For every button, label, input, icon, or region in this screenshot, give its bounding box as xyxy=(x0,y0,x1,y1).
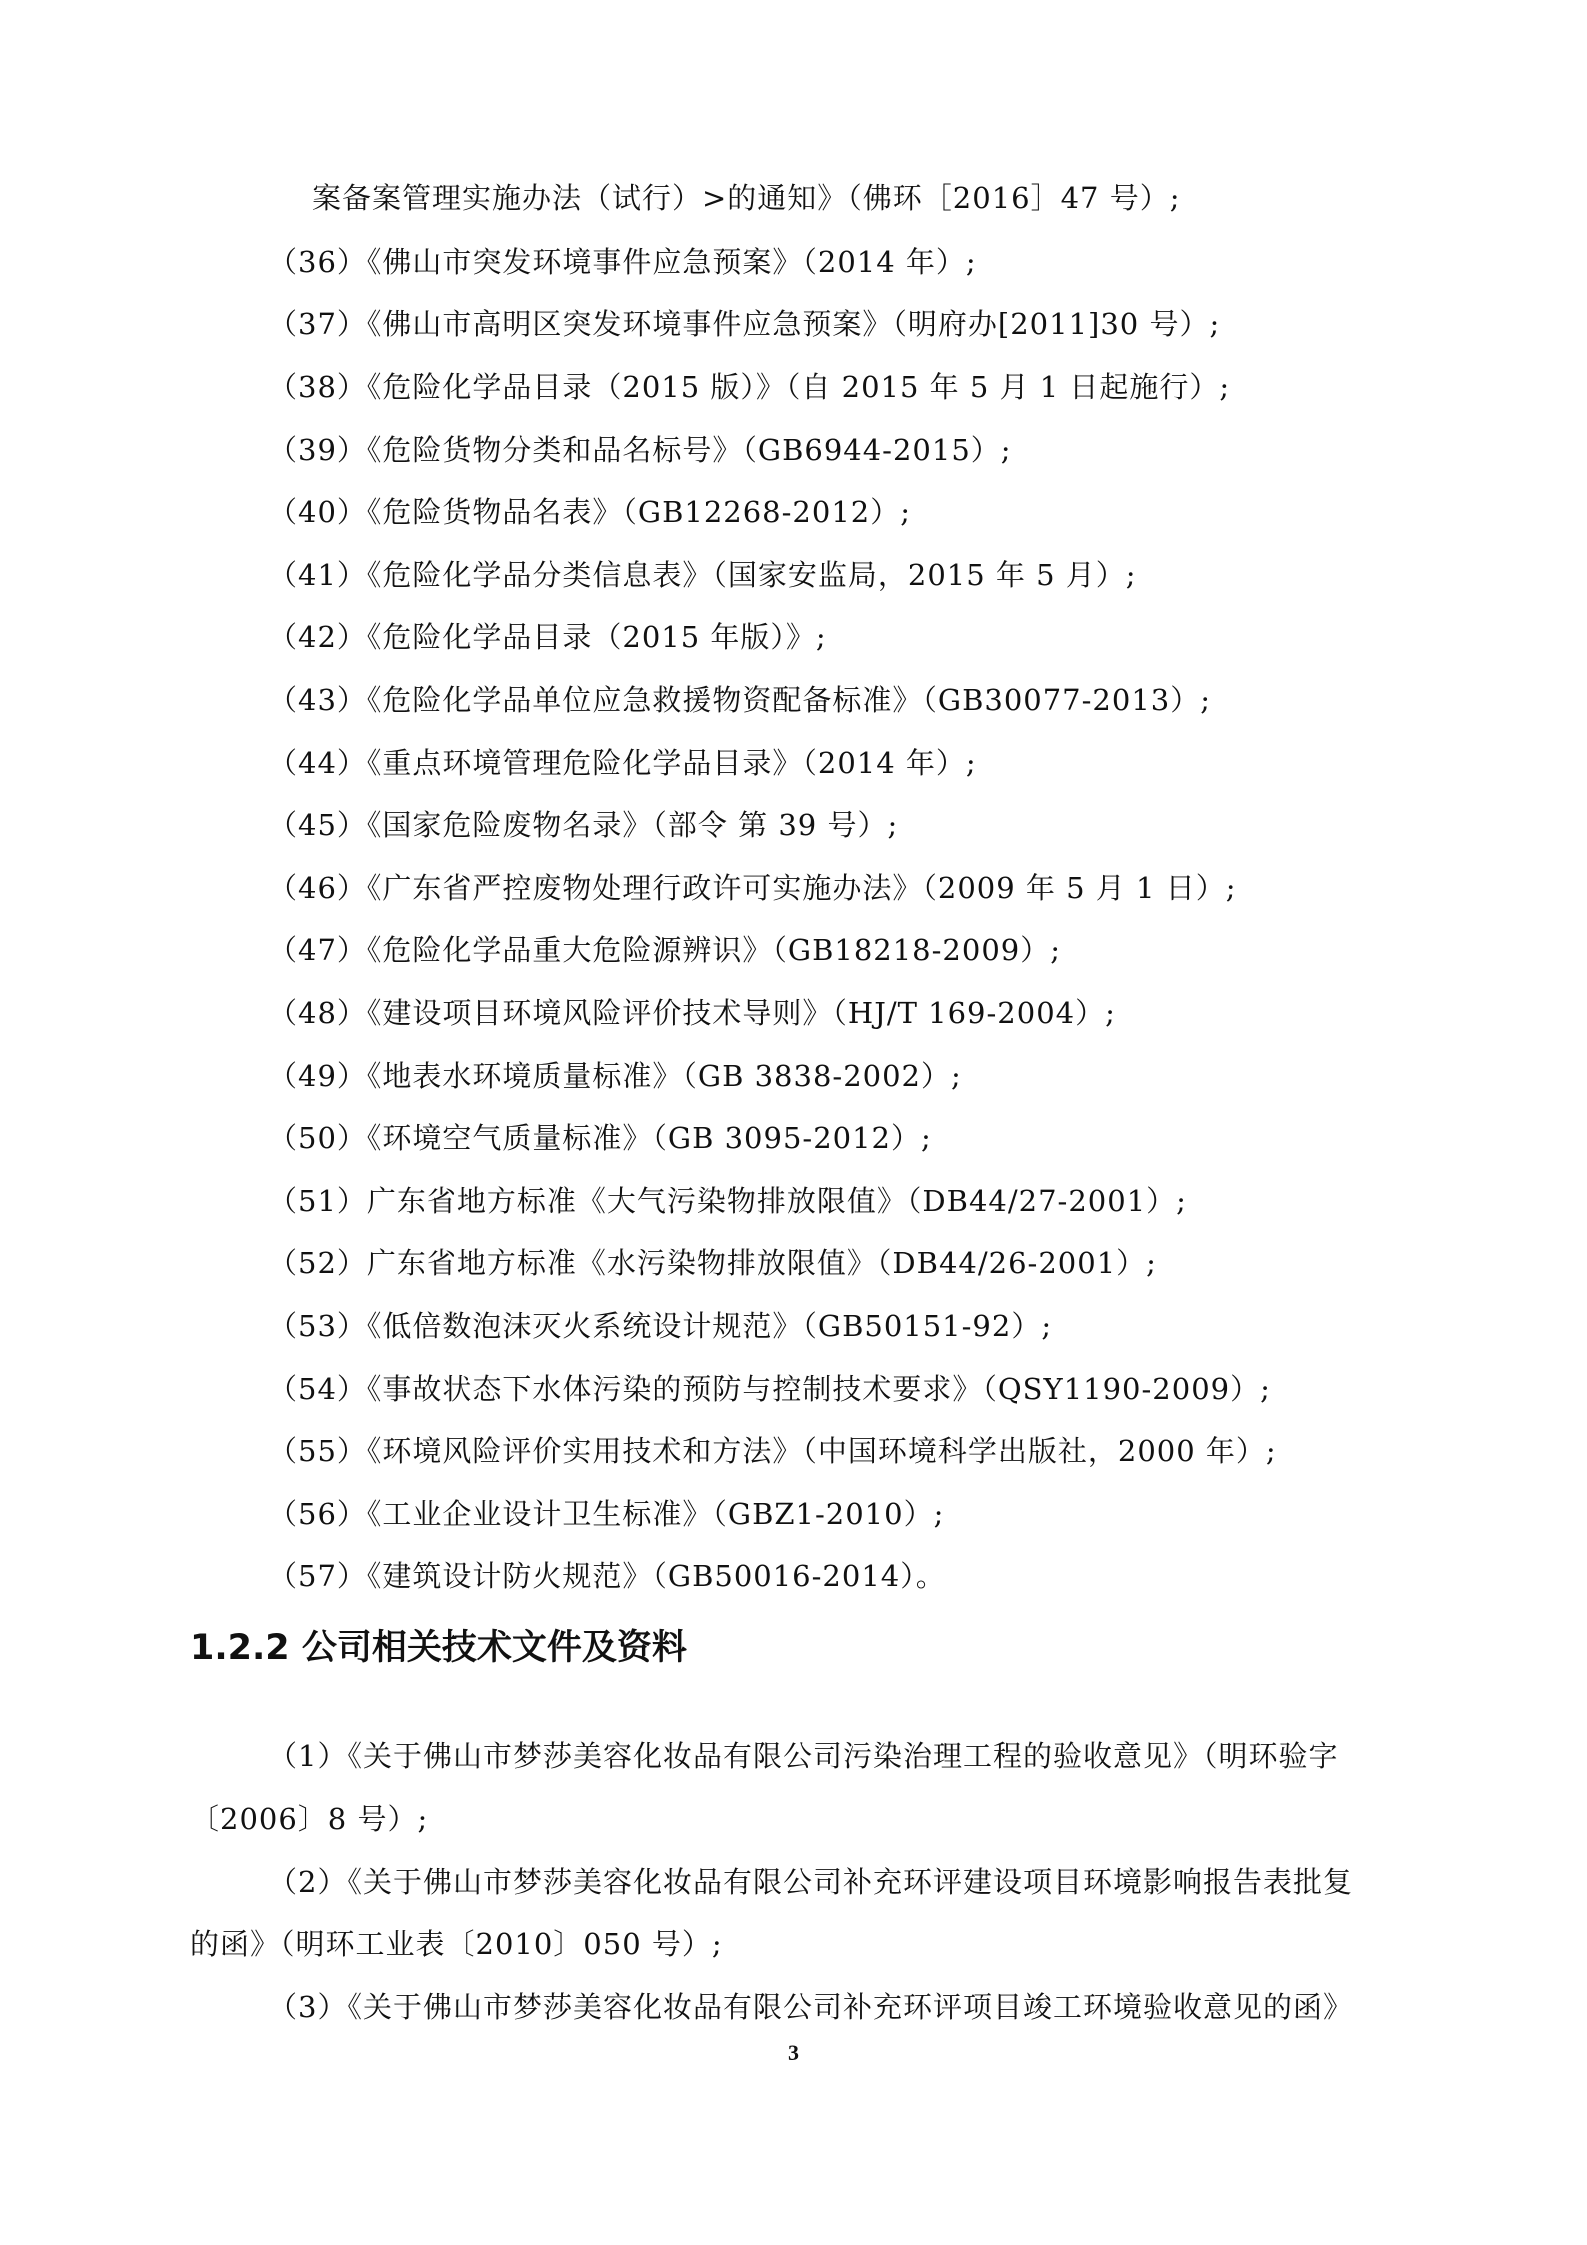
reference-item: （57）《建筑设计防火规范》（GB50016-2014）。 xyxy=(268,1559,946,1593)
reference-item: （56）《工业企业设计卫生标准》（GBZ1-2010）; xyxy=(268,1497,945,1531)
reference-item: （52）广东省地方标准《水污染物排放限值》（DB44/26-2001）; xyxy=(268,1246,1157,1280)
reference-item: （45）《国家危险废物名录》（部令 第 39 号）; xyxy=(268,808,899,842)
reference-item: （48）《建设项目环境风险评价技术导则》（HJ/T 169-2004）; xyxy=(268,996,1116,1030)
reference-item: （37）《佛山市高明区突发环境事件应急预案》（明府办[2011]30 号）; xyxy=(268,307,1221,341)
reference-item: （47）《危险化学品重大危险源辨识》（GB18218-2009）; xyxy=(268,933,1062,967)
reference-item: （41）《危险化学品分类信息表》（国家安监局，2015 年 5 月）; xyxy=(268,558,1137,592)
reference-item: （44）《重点环境管理危险化学品目录》（2014 年）; xyxy=(268,746,977,780)
reference-item: （39）《危险货物分类和品名标号》（GB6944-2015）; xyxy=(268,433,1012,467)
paragraph-line: 的函》（明环工业表〔2010〕050 号）; xyxy=(190,1927,723,1961)
page-number: 3 xyxy=(788,2040,799,2065)
reference-item: （40）《危险货物品名表》（GB12268-2012）; xyxy=(268,495,912,529)
paragraph-line: （1）《关于佛山市梦莎美容化妆品有限公司污染治理工程的验收意见》（明环验字 xyxy=(268,1739,1339,1773)
reference-item: （38）《危险化学品目录（2015 版）》（自 2015 年 5 月 1 日起施行）; xyxy=(268,370,1231,404)
reference-item: （51）广东省地方标准《大气污染物排放限值》（DB44/27-2001）; xyxy=(268,1184,1187,1218)
paragraph-line: 〔2006〕8 号）; xyxy=(190,1802,429,1836)
reference-item: （49）《地表水环境质量标准》（GB 3838-2002）; xyxy=(268,1059,962,1093)
reference-item: （50）《环境空气质量标准》（GB 3095-2012）; xyxy=(268,1121,932,1155)
continuation-line: 案备案管理实施办法（试行）>的通知》（佛环［2016］47 号）; xyxy=(312,181,1181,215)
paragraph-line: （2）《关于佛山市梦莎美容化妆品有限公司补充环评建设项目环境影响报告表批复 xyxy=(268,1865,1353,1899)
reference-item: （54）《事故状态下水体污染的预防与控制技术要求》（QSY1190-2009）; xyxy=(268,1372,1271,1406)
reference-item: （46）《广东省严控废物处理行政许可实施办法》（2009 年 5 月 1 日）; xyxy=(268,871,1237,905)
reference-item: （55）《环境风险评价实用技术和方法》（中国环境科学出版社，2000 年）; xyxy=(268,1434,1277,1468)
reference-item: （36）《佛山市突发环境事件应急预案》（2014 年）; xyxy=(268,245,977,279)
reference-item: （53）《低倍数泡沫灭火系统设计规范》（GB50151-92）; xyxy=(268,1309,1053,1343)
section-heading: 1.2.2 公司相关技术文件及资料 xyxy=(190,1628,687,1668)
paragraph-line: （3）《关于佛山市梦莎美容化妆品有限公司补充环评项目竣工环境验收意见的函》 xyxy=(268,1990,1353,2024)
reference-item: （42）《危险化学品目录（2015 年版）》; xyxy=(268,620,827,654)
reference-item: （43）《危险化学品单位应急救援物资配备标准》（GB30077-2013）; xyxy=(268,683,1212,717)
